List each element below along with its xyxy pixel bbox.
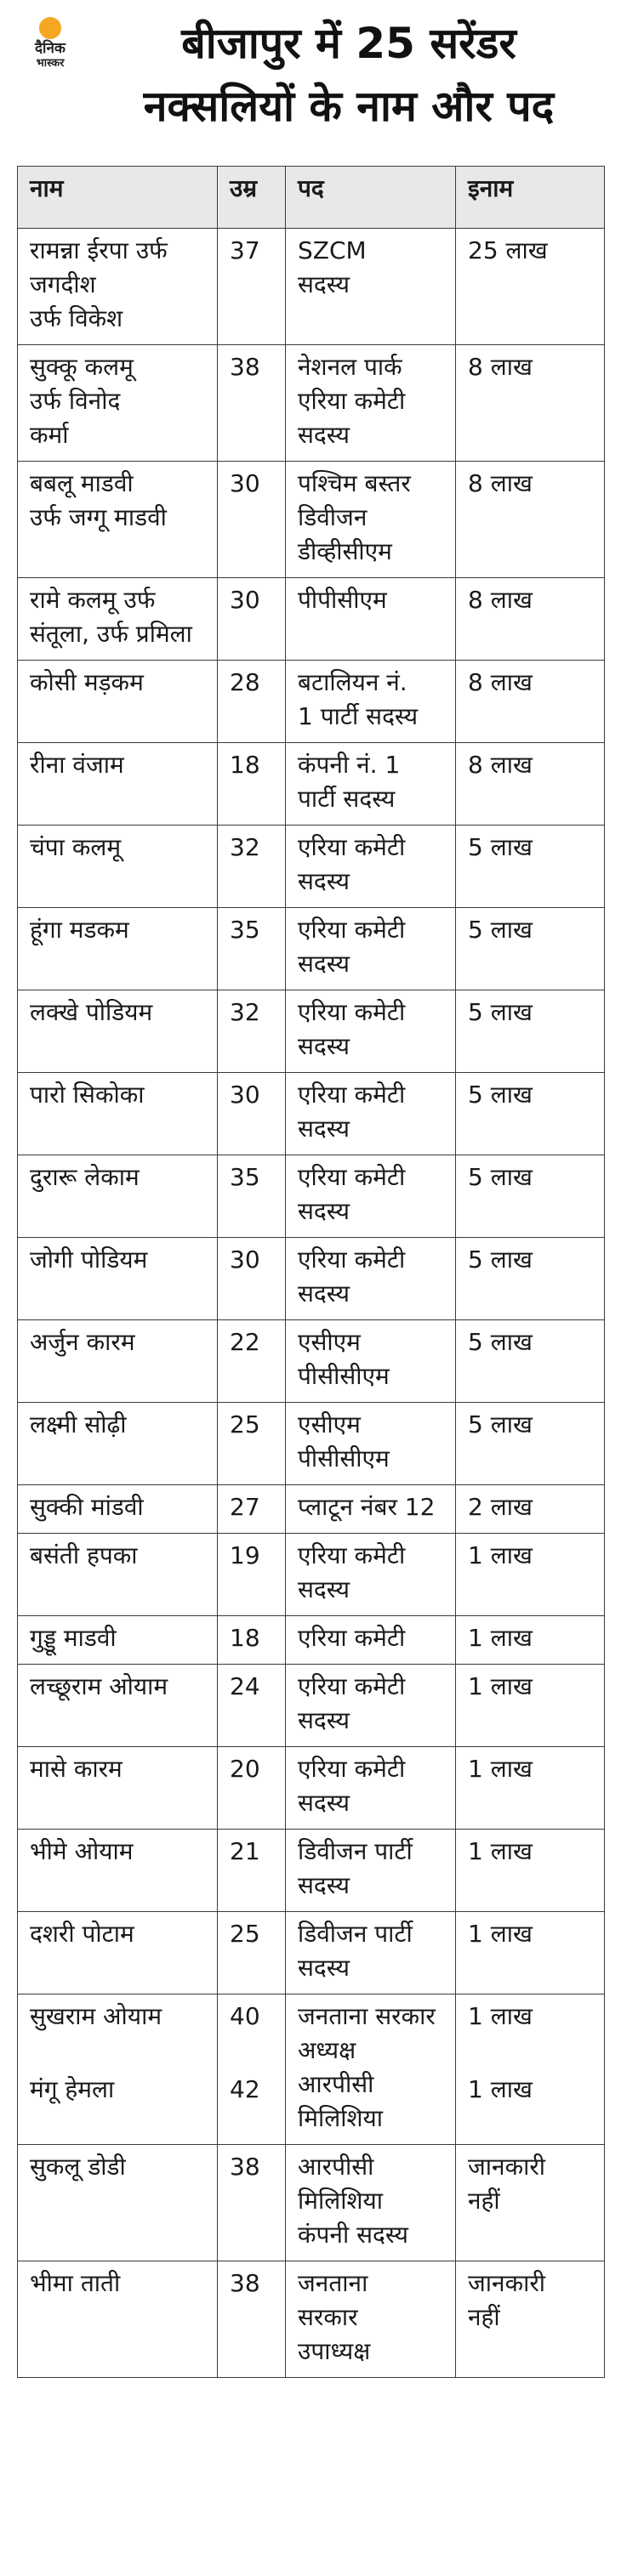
cell-text: जनताना सरकार xyxy=(298,2002,436,2030)
cell-text: गुड्डू माडवी xyxy=(30,1624,117,1652)
age-cell xyxy=(218,826,286,908)
post-cell xyxy=(286,1665,456,1747)
table-row xyxy=(18,345,605,462)
reward-cell xyxy=(456,1994,605,2145)
age-cell xyxy=(218,661,286,743)
table-row xyxy=(18,1320,605,1403)
cell-text: एरिया कमेटी xyxy=(298,833,406,861)
cell-text: एसीएम xyxy=(298,1328,361,1356)
cell-text: बटालियन नं. xyxy=(298,668,407,696)
reward-cell xyxy=(456,661,605,743)
cell-text: रीना वंजाम xyxy=(30,751,124,779)
logo-line1: दैनिक xyxy=(35,40,66,57)
cell-text: एरिया कमेटी xyxy=(298,998,406,1026)
cell-text: सदस्य xyxy=(298,1575,350,1603)
cell-text: 38 xyxy=(230,2153,260,2181)
cell-text: बबलू माडवी xyxy=(30,469,134,497)
table-row xyxy=(18,2145,605,2261)
cell-text: 28 xyxy=(230,668,260,696)
cell-text: सुखराम ओयाम xyxy=(30,2002,162,2030)
reward-cell xyxy=(456,1320,605,1403)
cell-text: 8 लाख xyxy=(468,469,533,497)
cell-text: कर्मा xyxy=(30,421,69,449)
age-cell xyxy=(218,1403,286,1485)
cell-text: 1 लाख xyxy=(468,1541,533,1569)
table-row xyxy=(18,578,605,661)
page-title xyxy=(85,12,612,138)
cell-text: सरकार xyxy=(298,2303,358,2331)
name-cell xyxy=(18,1073,218,1155)
dainik-bhaskar-logo xyxy=(17,10,83,77)
age-cell xyxy=(218,1155,286,1238)
cell-text: डिवीजन पार्टी xyxy=(298,1920,413,1948)
cell-text: 18 xyxy=(230,751,260,779)
post-cell xyxy=(286,1912,456,1994)
post-cell xyxy=(286,743,456,826)
cell-text: 5 लाख xyxy=(468,998,533,1026)
cell-text: 32 xyxy=(230,833,260,861)
post-cell xyxy=(286,1403,456,1485)
surrender-list-table xyxy=(17,166,605,2378)
reward-cell xyxy=(456,1073,605,1155)
cell-text: 30 xyxy=(230,1081,260,1109)
name-cell xyxy=(18,578,218,661)
cell-text: 5 लाख xyxy=(468,1245,533,1274)
cell-text: हूंगा मडकम xyxy=(30,916,129,944)
cell-text: दुरारू लेकाम xyxy=(30,1163,140,1191)
cell-text xyxy=(30,2034,210,2073)
cell-text: 1 लाख xyxy=(468,1624,533,1652)
table-row xyxy=(18,1994,605,2145)
age-cell xyxy=(218,1616,286,1665)
age-cell xyxy=(218,1665,286,1747)
cell-text: अर्जुन कारम xyxy=(30,1328,135,1356)
name-cell xyxy=(18,1747,218,1830)
column-header-post: पद xyxy=(286,167,456,229)
age-cell xyxy=(218,1747,286,1830)
age-cell xyxy=(218,578,286,661)
name-cell xyxy=(18,1994,218,2145)
cell-text: सुक्कू कलमू xyxy=(30,353,134,381)
cell-text: पश्चिम बस्तर xyxy=(298,469,411,497)
column-header-age: उम्र xyxy=(218,167,286,229)
table-row xyxy=(18,462,605,578)
post-cell xyxy=(286,908,456,990)
reward-cell xyxy=(456,1665,605,1747)
name-cell xyxy=(18,1665,218,1747)
cell-text: सदस्य xyxy=(298,1871,350,1899)
reward-cell xyxy=(456,743,605,826)
cell-text: लक्ष्मी सोढ़ी xyxy=(30,1410,127,1438)
cell-text: सदस्य xyxy=(298,421,350,449)
cell-text xyxy=(230,2034,278,2073)
cell-text: पीसीसीएम xyxy=(298,1362,390,1390)
cell-text: पार्टी सदस्य xyxy=(298,785,396,813)
table-header-row xyxy=(18,167,605,229)
reward-cell xyxy=(456,1747,605,1830)
cell-text: एरिया कमेटी xyxy=(298,1081,406,1109)
reward-cell xyxy=(456,826,605,908)
table-row xyxy=(18,1830,605,1912)
post-cell xyxy=(286,462,456,578)
name-cell xyxy=(18,990,218,1073)
cell-text: नहीं xyxy=(468,2303,500,2331)
post-cell xyxy=(286,990,456,1073)
reward-cell xyxy=(456,1403,605,1485)
post-cell xyxy=(286,2261,456,2378)
name-cell xyxy=(18,908,218,990)
cell-text: मासे कारम xyxy=(30,1755,122,1783)
cell-text: एरिया कमेटी xyxy=(298,1755,406,1783)
age-cell xyxy=(218,462,286,578)
reward-cell xyxy=(456,1485,605,1534)
cell-text xyxy=(468,2034,597,2073)
reward-cell xyxy=(456,990,605,1073)
cell-text: सुकलू डोडी xyxy=(30,2153,126,2181)
table-row xyxy=(18,661,605,743)
column-header-reward: इनाम xyxy=(456,167,605,229)
name-cell xyxy=(18,1320,218,1403)
cell-text: नेशनल पार्क xyxy=(298,353,402,381)
cell-text: रामन्ना ईरपा उर्फ xyxy=(30,236,168,264)
name-cell xyxy=(18,1155,218,1238)
table-body xyxy=(18,229,605,2378)
cell-text: पारो सिकोका xyxy=(30,1081,145,1109)
cell-text: 1 लाख xyxy=(468,1837,533,1865)
cell-text: 35 xyxy=(230,1163,260,1191)
cell-text: 24 xyxy=(230,1672,260,1700)
name-cell xyxy=(18,661,218,743)
cell-text: 5 लाख xyxy=(468,1163,533,1191)
table-row xyxy=(18,1912,605,1994)
name-cell xyxy=(18,1238,218,1320)
cell-text: SZCM xyxy=(298,236,367,264)
name-cell xyxy=(18,743,218,826)
cell-text: सदस्य xyxy=(298,950,350,978)
cell-text: 38 xyxy=(230,353,260,381)
age-cell xyxy=(218,1073,286,1155)
cell-text: एरिया कमेटी xyxy=(298,916,406,944)
name-cell xyxy=(18,1830,218,1912)
cell-text: 25 xyxy=(230,1410,260,1438)
post-cell xyxy=(286,1994,456,2145)
table-row xyxy=(18,229,605,345)
cell-text: कंपनी सदस्य xyxy=(298,2221,409,2249)
post-cell xyxy=(286,345,456,462)
title-line1: बीजापुर में 25 सरेंडर xyxy=(181,19,516,68)
name-cell xyxy=(18,2145,218,2261)
cell-text: 1 पार्टी सदस्य xyxy=(298,702,419,730)
cell-text: डिवीजन xyxy=(298,503,367,531)
age-cell xyxy=(218,2145,286,2261)
table-row xyxy=(18,990,605,1073)
cell-text: एरिया कमेटी xyxy=(298,1163,406,1191)
table-row xyxy=(18,1073,605,1155)
cell-text: भीमा ताती xyxy=(30,2269,121,2297)
post-cell xyxy=(286,1320,456,1403)
reward-cell xyxy=(456,1534,605,1616)
cell-text: अध्यक्ष xyxy=(298,2036,356,2064)
cell-text: 20 xyxy=(230,1755,260,1783)
cell-text: 5 लाख xyxy=(468,833,533,861)
cell-text: 40 xyxy=(230,2002,260,2030)
cell-text: जगदीश xyxy=(30,270,96,298)
age-cell xyxy=(218,908,286,990)
cell-text: प्लाटून नंबर 12 xyxy=(298,1493,436,1521)
cell-text: 25 xyxy=(230,1920,260,1948)
reward-cell xyxy=(456,1616,605,1665)
cell-text: सदस्य xyxy=(298,1954,350,1982)
cell-text: सदस्य xyxy=(298,1706,350,1734)
reward-cell xyxy=(456,1155,605,1238)
cell-text: उर्फ विनोद xyxy=(30,387,121,415)
cell-text: 8 लाख xyxy=(468,751,533,779)
reward-cell xyxy=(456,345,605,462)
cell-text: 38 xyxy=(230,2269,260,2297)
post-cell xyxy=(286,578,456,661)
cell-text: सदस्य xyxy=(298,270,350,298)
cell-text: कंपनी नं. 1 xyxy=(298,751,401,779)
cell-text: 1 लाख xyxy=(468,1672,533,1700)
post-cell xyxy=(286,1747,456,1830)
cell-text: 1 लाख xyxy=(468,2002,533,2030)
age-cell xyxy=(218,1994,286,2145)
cell-text: 42 xyxy=(230,2075,260,2103)
reward-cell xyxy=(456,2145,605,2261)
post-cell xyxy=(286,1073,456,1155)
cell-text: एरिया कमेटी xyxy=(298,1672,406,1700)
cell-text: 1 लाख xyxy=(468,1920,533,1948)
post-cell xyxy=(286,661,456,743)
cell-text: 1 लाख xyxy=(468,1755,533,1783)
cell-text: जानकारी xyxy=(468,2153,546,2181)
sun-icon xyxy=(39,17,61,39)
cell-text: 27 xyxy=(230,1493,260,1521)
cell-text: भीमे ओयाम xyxy=(30,1837,134,1865)
cell-text: एरिया कमेटी xyxy=(298,1245,406,1274)
cell-text: जानकारी xyxy=(468,2269,546,2297)
cell-text: संतूला, उर्फ प्रमिला xyxy=(30,620,192,648)
post-cell xyxy=(286,1155,456,1238)
cell-text: 32 xyxy=(230,998,260,1026)
title-line2: नक्सलियों के नाम और पद xyxy=(143,82,555,131)
cell-text: 30 xyxy=(230,586,260,614)
post-cell xyxy=(286,2145,456,2261)
table-row xyxy=(18,743,605,826)
name-cell xyxy=(18,345,218,462)
cell-text: 5 लाख xyxy=(468,916,533,944)
name-cell xyxy=(18,1912,218,1994)
cell-text: जनताना xyxy=(298,2269,368,2297)
cell-text: 35 xyxy=(230,916,260,944)
age-cell xyxy=(218,1912,286,1994)
cell-text: आरपीसी xyxy=(298,2153,374,2181)
age-cell xyxy=(218,1534,286,1616)
reward-cell xyxy=(456,1238,605,1320)
table-row xyxy=(18,1155,605,1238)
cell-text: 18 xyxy=(230,1624,260,1652)
cell-text: 21 xyxy=(230,1837,260,1865)
name-cell xyxy=(18,1534,218,1616)
cell-text: चंपा कलमू xyxy=(30,833,122,861)
cell-text: बसंती हपका xyxy=(30,1541,138,1569)
table-row xyxy=(18,1665,605,1747)
header xyxy=(0,0,621,153)
table-row xyxy=(18,908,605,990)
cell-text: पीपीसीएम xyxy=(298,586,387,614)
cell-text: 5 लाख xyxy=(468,1081,533,1109)
cell-text: डिवीजन पार्टी xyxy=(298,1837,413,1865)
age-cell xyxy=(218,743,286,826)
cell-text: सदस्य xyxy=(298,867,350,895)
name-cell xyxy=(18,229,218,345)
age-cell xyxy=(218,990,286,1073)
cell-text: एरिया कमेटी xyxy=(298,1624,406,1652)
post-cell xyxy=(286,826,456,908)
cell-text: सदस्य xyxy=(298,1279,350,1308)
cell-text: 8 लाख xyxy=(468,668,533,696)
age-cell xyxy=(218,1238,286,1320)
cell-text: रामे कलमू उर्फ xyxy=(30,586,156,614)
table-row xyxy=(18,1534,605,1616)
cell-text: पीसीसीएम xyxy=(298,1444,390,1472)
table-row xyxy=(18,1238,605,1320)
reward-cell xyxy=(456,2261,605,2378)
table-row xyxy=(18,1485,605,1534)
cell-text: डीव्हीसीएम xyxy=(298,537,392,565)
age-cell xyxy=(218,1320,286,1403)
cell-text: 2 लाख xyxy=(468,1493,533,1521)
name-cell xyxy=(18,826,218,908)
name-cell xyxy=(18,1403,218,1485)
cell-text: दशरी पोटाम xyxy=(30,1920,134,1948)
cell-text: सदस्य xyxy=(298,1032,350,1060)
cell-text: नहीं xyxy=(468,2187,500,2215)
cell-text: जोगी पोडियम xyxy=(30,1245,148,1274)
cell-text: कोसी मड़कम xyxy=(30,668,144,696)
table-row xyxy=(18,826,605,908)
name-cell xyxy=(18,1616,218,1665)
cell-text: 22 xyxy=(230,1328,260,1356)
reward-cell xyxy=(456,1912,605,1994)
cell-text: सदस्य xyxy=(298,1197,350,1225)
post-cell xyxy=(286,229,456,345)
age-cell xyxy=(218,345,286,462)
cell-text: 5 लाख xyxy=(468,1410,533,1438)
cell-text: मंगू हेमला xyxy=(30,2075,115,2103)
cell-text: एसीएम xyxy=(298,1410,361,1438)
table-row xyxy=(18,1616,605,1665)
cell-text: मिलिशिया xyxy=(298,2187,384,2215)
post-cell xyxy=(286,1238,456,1320)
cell-text: मिलिशिया xyxy=(298,2104,384,2132)
name-cell xyxy=(18,2261,218,2378)
reward-cell xyxy=(456,229,605,345)
cell-text: एरिया कमेटी xyxy=(298,1541,406,1569)
reward-cell xyxy=(456,908,605,990)
cell-text: उपाध्यक्ष xyxy=(298,2337,371,2365)
cell-text: 30 xyxy=(230,1245,260,1274)
table-row xyxy=(18,1747,605,1830)
cell-text: एरिया कमेटी xyxy=(298,387,406,415)
cell-text: 37 xyxy=(230,236,260,264)
cell-text: 8 लाख xyxy=(468,353,533,381)
cell-text: सदस्य xyxy=(298,1789,350,1817)
post-cell xyxy=(286,1616,456,1665)
column-header-name: नाम xyxy=(18,167,218,229)
post-cell xyxy=(286,1534,456,1616)
reward-cell xyxy=(456,578,605,661)
cell-text: सदस्य xyxy=(298,1115,350,1143)
cell-text: आरपीसी xyxy=(298,2070,374,2098)
cell-text: लक्खे पोडियम xyxy=(30,998,153,1026)
post-cell xyxy=(286,1830,456,1912)
cell-text: सुक्की मांडवी xyxy=(30,1493,144,1521)
logo-line2: भास्कर xyxy=(36,57,65,70)
cell-text: उर्फ विकेश xyxy=(30,304,123,332)
table-row xyxy=(18,1403,605,1485)
age-cell xyxy=(218,1485,286,1534)
cell-text: लच्छूराम ओयाम xyxy=(30,1672,168,1700)
cell-text: 8 लाख xyxy=(468,586,533,614)
cell-text: उर्फ जग्गू माडवी xyxy=(30,503,167,531)
cell-text: 19 xyxy=(230,1541,260,1569)
name-cell xyxy=(18,1485,218,1534)
cell-text: 25 लाख xyxy=(468,236,548,264)
reward-cell xyxy=(456,1830,605,1912)
post-cell xyxy=(286,1485,456,1534)
cell-text: 5 लाख xyxy=(468,1328,533,1356)
name-cell xyxy=(18,462,218,578)
table-row xyxy=(18,2261,605,2378)
reward-cell xyxy=(456,462,605,578)
cell-text: 30 xyxy=(230,469,260,497)
age-cell xyxy=(218,1830,286,1912)
age-cell xyxy=(218,2261,286,2378)
cell-text: 1 लाख xyxy=(468,2075,533,2103)
age-cell xyxy=(218,229,286,345)
